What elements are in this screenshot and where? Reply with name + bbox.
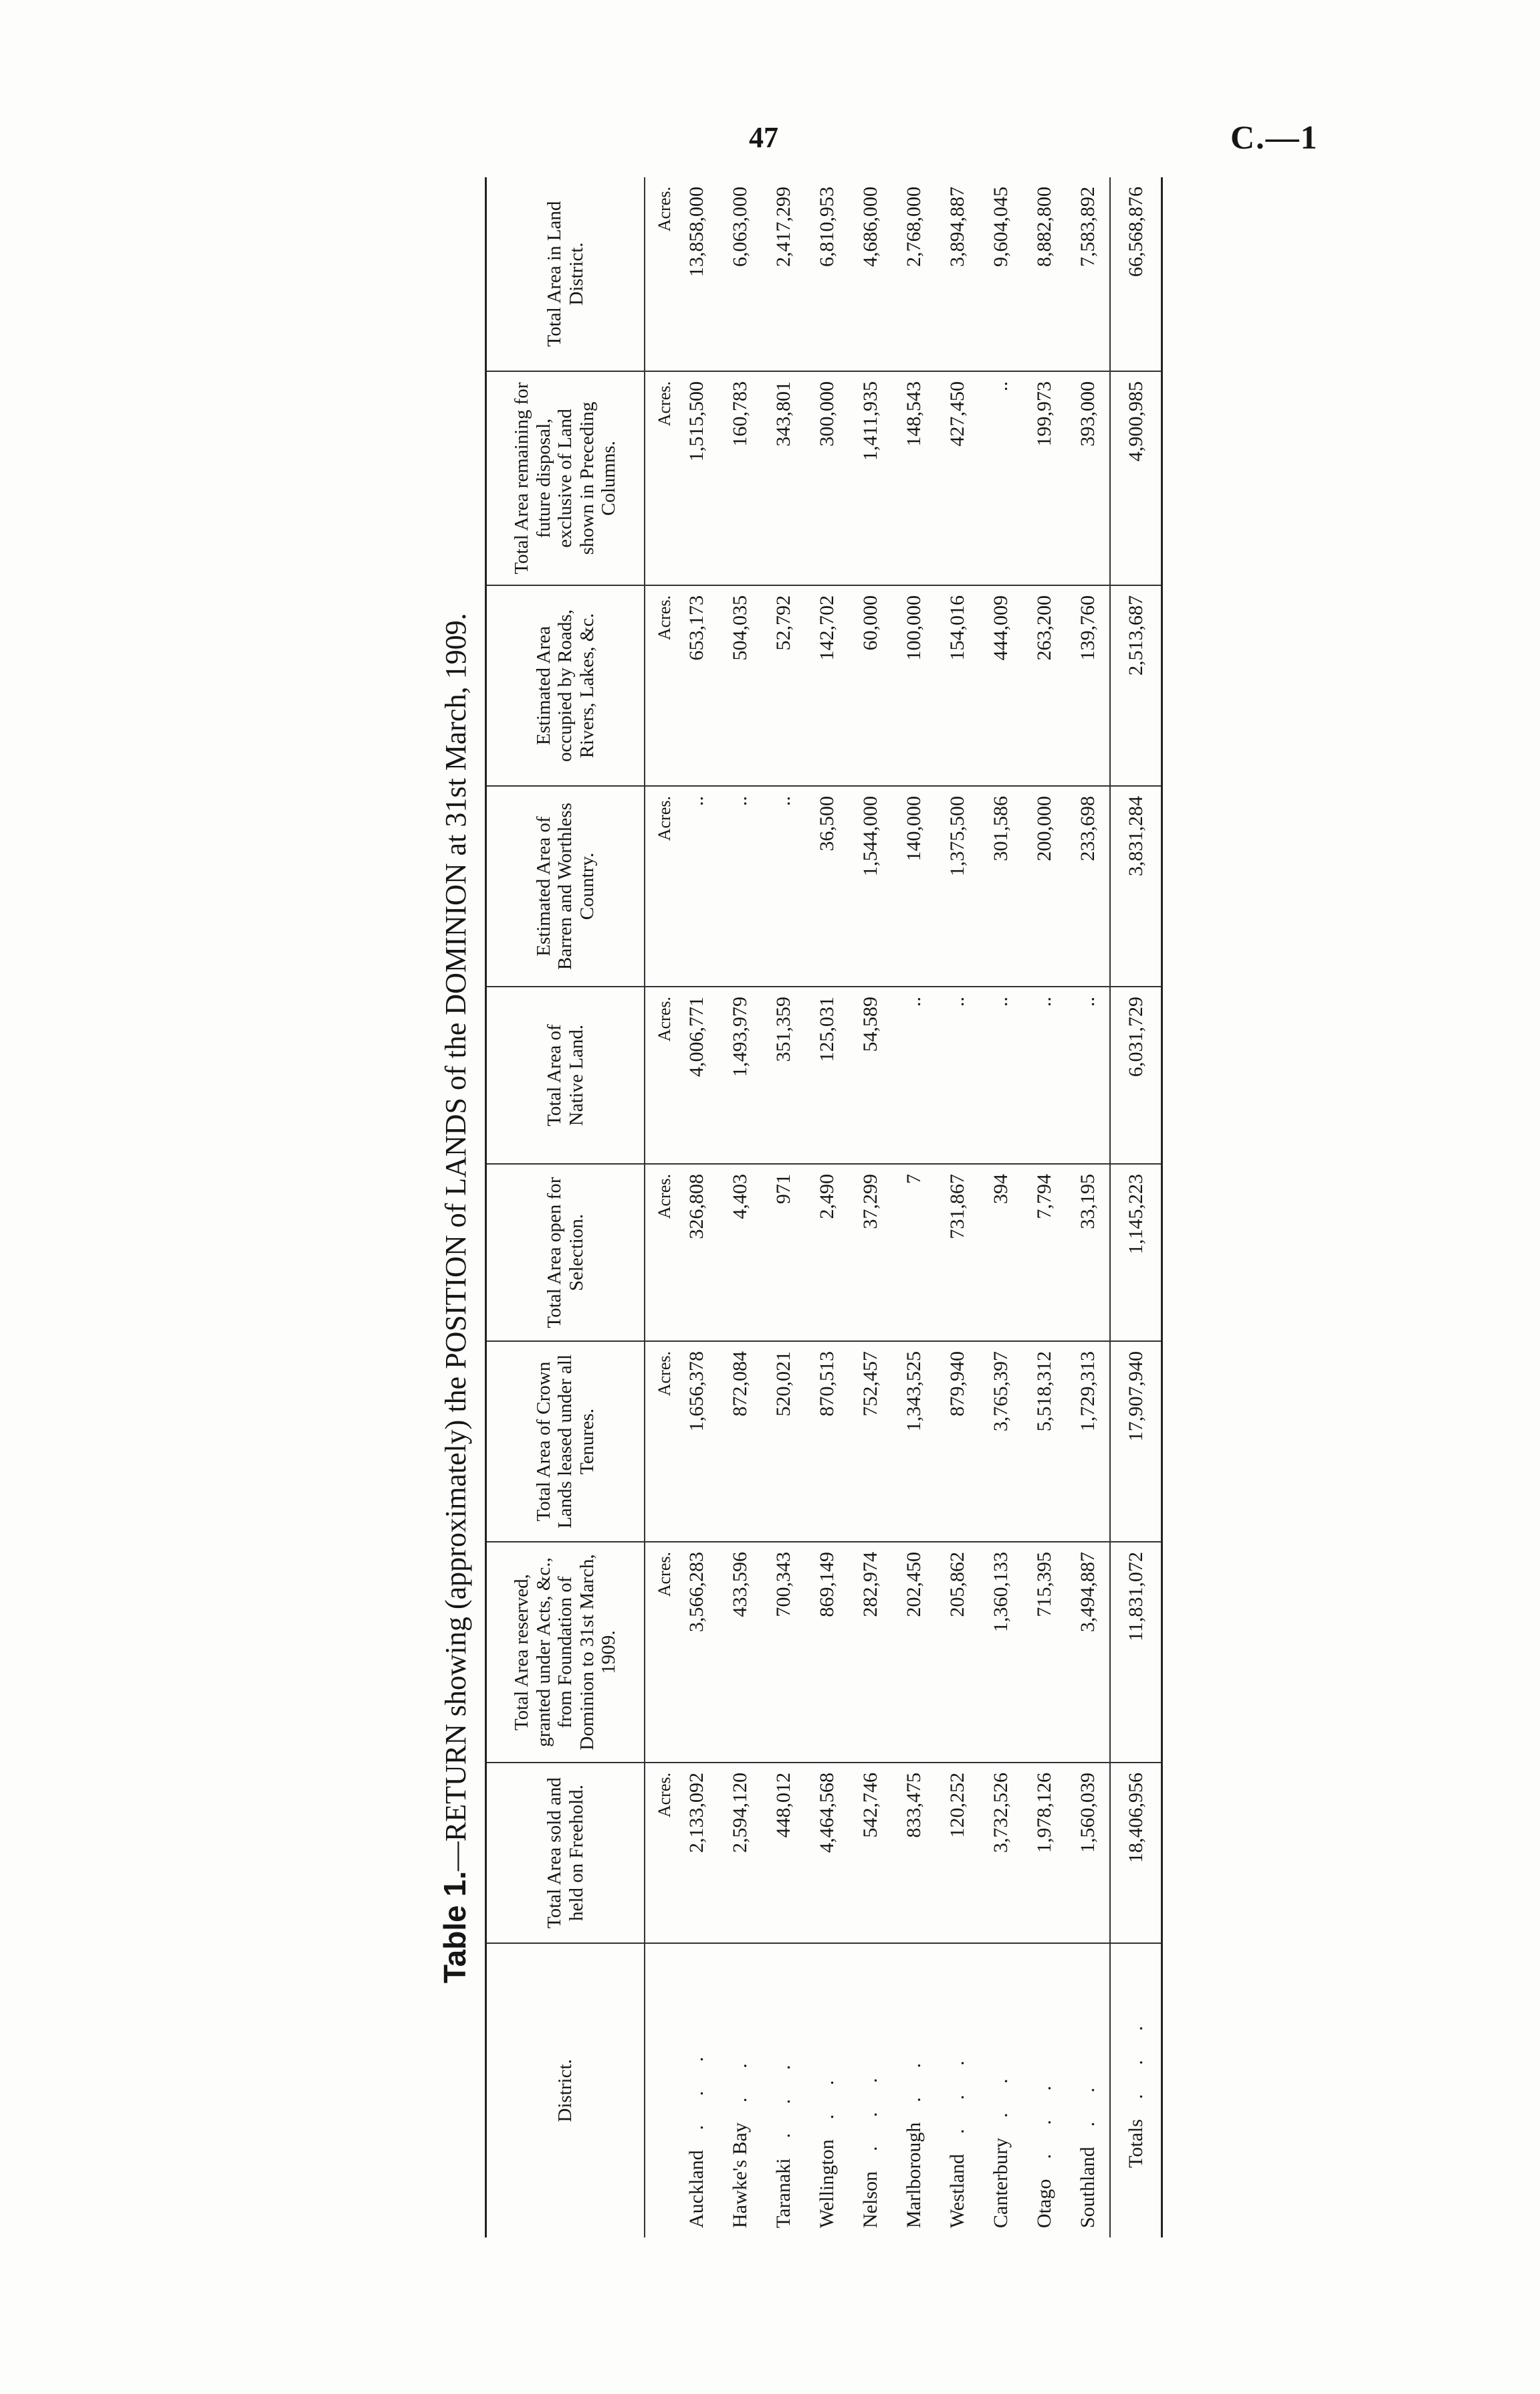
district-cell [1022, 1943, 1066, 2237]
value-cell: 3,494,887 [1066, 1542, 1110, 1763]
table-row [1066, 177, 1110, 2237]
value-cell: 142,702 [805, 585, 849, 786]
value-cell: 326,808 [675, 1164, 718, 1341]
units-cell-empty [645, 1943, 675, 2237]
value-cell: 2,417,299 [762, 177, 805, 371]
value-cell: 160,783 [718, 371, 762, 585]
leader-dots: . . [989, 2066, 1012, 2118]
series-code: C.—1 [1230, 118, 1319, 156]
value-cell: 1,729,313 [1066, 1341, 1110, 1542]
value-cell: 1,515,500 [675, 371, 718, 585]
units-cell: Acres. [645, 585, 675, 786]
units-cell: Acres. [645, 1763, 675, 1943]
rotated-table-block [431, 164, 1147, 2237]
value-cell: .. [1022, 987, 1066, 1164]
district-cell [1066, 1943, 1110, 2237]
value-cell: 870,513 [805, 1341, 849, 1542]
leader-dots: . . . [685, 2044, 707, 2130]
value-cell: 2,133,092 [675, 1763, 718, 1943]
value-cell: 6,810,953 [805, 177, 849, 371]
total-value-cell: 2,513,687 [1110, 585, 1162, 786]
leader-dots: . . . [1032, 2074, 1055, 2159]
value-cell: 1,544,000 [849, 786, 892, 987]
value-cell: 879,940 [936, 1341, 979, 1542]
total-value-cell: 11,831,072 [1110, 1542, 1162, 1763]
value-cell: 393,000 [1066, 371, 1110, 585]
value-cell: 4,686,000 [849, 177, 892, 371]
value-cell: .. [675, 786, 718, 987]
total-value-cell: 66,568,876 [1110, 177, 1162, 371]
value-cell: .. [762, 786, 805, 987]
value-cell: 139,760 [1066, 585, 1110, 786]
value-cell: 433,596 [718, 1542, 762, 1763]
value-cell: 9,604,045 [979, 177, 1022, 371]
value-cell: 36,500 [805, 786, 849, 987]
value-cell: 2,490 [805, 1164, 849, 1341]
value-cell: 448,012 [762, 1763, 805, 1943]
units-cell: Acres. [645, 371, 675, 585]
value-cell: 13,858,000 [675, 177, 718, 371]
column-header-remaining: Total Area remaining for future disposal, exclusive of Land shown in Preceding Columns. [486, 371, 645, 585]
value-cell: 4,006,771 [675, 987, 718, 1164]
value-cell: 7,794 [1022, 1164, 1066, 1341]
value-cell: 1,656,378 [675, 1341, 718, 1542]
total-value-cell: 4,900,985 [1110, 371, 1162, 585]
district-name: Marlborough [902, 2122, 925, 2228]
header-row [486, 177, 645, 2237]
value-cell: 833,475 [892, 1763, 936, 1943]
value-cell: 869,149 [805, 1542, 849, 1763]
land-position-table [485, 177, 1163, 2237]
value-cell: 233,698 [1066, 786, 1110, 987]
district-cell [849, 1943, 892, 2237]
value-cell: 125,031 [805, 987, 849, 1164]
value-cell: 5,518,312 [1022, 1341, 1066, 1542]
value-cell: 542,746 [849, 1763, 892, 1943]
total-value-cell: 18,406,956 [1110, 1763, 1162, 1943]
value-cell: 263,200 [1022, 585, 1066, 786]
table-row [675, 177, 718, 2237]
table-row [805, 177, 849, 2237]
value-cell: 1,411,935 [849, 371, 892, 585]
value-cell: 8,882,800 [1022, 177, 1066, 371]
total-value-cell: 1,145,223 [1110, 1164, 1162, 1341]
value-cell: 700,343 [762, 1542, 805, 1763]
totals-label-cell [1110, 1943, 1162, 2237]
district-name: Canterbury [989, 2138, 1012, 2228]
value-cell: 205,862 [936, 1542, 979, 1763]
column-header-reserved: Total Area reserved, granted under Acts, &c., from Foundation of Dominion to 31st March, 1909. [486, 1542, 645, 1763]
district-name: Wellington [815, 2139, 838, 2228]
table-title-text: —RETURN showing (approximately) the POSITION of LANDS of the DOMINION at 31st March, 1909. [439, 613, 472, 1872]
district-cell [762, 1943, 805, 2237]
column-header-leased: Total Area of Crown Lands leased under all Tenures. [486, 1341, 645, 1542]
column-header-open-for-selection: Total Area open for Selection. [486, 1164, 645, 1341]
value-cell: 1,360,133 [979, 1542, 1022, 1763]
units-cell: Acres. [645, 177, 675, 371]
value-cell: 100,000 [892, 585, 936, 786]
units-cell: Acres. [645, 987, 675, 1164]
value-cell: .. [1066, 987, 1110, 1164]
value-cell: 3,732,526 [979, 1763, 1022, 1943]
table-row [979, 177, 1022, 2237]
value-cell: 715,395 [1022, 1542, 1066, 1763]
units-cell: Acres. [645, 1542, 675, 1763]
value-cell: 6,063,000 [718, 177, 762, 371]
district-name: Otago [1032, 2179, 1055, 2228]
value-cell: .. [979, 987, 1022, 1164]
table-row [892, 177, 936, 2237]
district-cell [936, 1943, 979, 2237]
value-cell: 394 [979, 1164, 1022, 1341]
district-cell [805, 1943, 849, 2237]
value-cell: 140,000 [892, 786, 936, 987]
value-cell: .. [936, 987, 979, 1164]
value-cell: 7,583,892 [1066, 177, 1110, 371]
value-cell: 7 [892, 1164, 936, 1341]
value-cell: 872,084 [718, 1341, 762, 1542]
total-value-cell: 17,907,940 [1110, 1341, 1162, 1542]
value-cell: 1,560,039 [1066, 1763, 1110, 1943]
value-cell: 2,768,000 [892, 177, 936, 371]
totals-leader-dots: . . . [1124, 2013, 1147, 2100]
value-cell: 504,035 [718, 585, 762, 786]
value-cell: 1,343,525 [892, 1341, 936, 1542]
value-cell: 37,299 [849, 1164, 892, 1341]
value-cell: 427,450 [936, 371, 979, 585]
value-cell: 52,792 [762, 585, 805, 786]
value-cell: 4,464,568 [805, 1763, 849, 1943]
value-cell: 1,375,500 [936, 786, 979, 987]
leader-dots: . . . [859, 2066, 881, 2151]
value-cell: 520,021 [762, 1341, 805, 1542]
value-cell: 1,978,126 [1022, 1763, 1066, 1943]
table-row [849, 177, 892, 2237]
total-value-cell: 3,831,284 [1110, 786, 1162, 987]
value-cell: .. [892, 987, 936, 1164]
value-cell: 202,450 [892, 1542, 936, 1763]
district-cell [979, 1943, 1022, 2237]
leader-dots: . . [815, 2068, 838, 2120]
value-cell: 1,493,979 [718, 987, 762, 1164]
leader-dots: . . . [772, 2052, 794, 2138]
value-cell: 60,000 [849, 585, 892, 786]
district-cell [892, 1943, 936, 2237]
table-row [936, 177, 979, 2237]
value-cell: 154,016 [936, 585, 979, 786]
value-cell: 752,457 [849, 1341, 892, 1542]
units-row [645, 177, 675, 2237]
value-cell: 444,009 [979, 585, 1022, 786]
column-header-district: District. [486, 1943, 645, 2237]
value-cell: 653,173 [675, 585, 718, 786]
table-body [645, 177, 1110, 2237]
value-cell: 300,000 [805, 371, 849, 585]
leader-dots: . . [1076, 2075, 1099, 2127]
column-header-freehold: Total Area sold and held on Freehold. [486, 1763, 645, 1943]
value-cell: 351,359 [762, 987, 805, 1164]
totals-label: Totals [1124, 2119, 1147, 2168]
value-cell: 971 [762, 1164, 805, 1341]
value-cell: .. [979, 371, 1022, 585]
value-cell: 301,586 [979, 786, 1022, 987]
page-number: 47 [749, 121, 778, 154]
value-cell: 148,543 [892, 371, 936, 585]
units-cell: Acres. [645, 786, 675, 987]
column-header-roads-rivers: Estimated Area occupied by Roads, Rivers, Lakes, &c. [486, 585, 645, 786]
units-cell: Acres. [645, 1341, 675, 1542]
leader-dots: . . . [946, 2048, 968, 2134]
district-cell [675, 1943, 718, 2237]
column-header-total-area: Total Area in Land District. [486, 177, 645, 371]
value-cell: .. [718, 786, 762, 987]
totals-row [1110, 177, 1162, 2237]
value-cell: 3,566,283 [675, 1542, 718, 1763]
value-cell: 54,589 [849, 987, 892, 1164]
district-cell [718, 1943, 762, 2237]
total-value-cell: 6,031,729 [1110, 987, 1162, 1164]
column-header-barren-country: Estimated Area of Barren and Worthless Country. [486, 786, 645, 987]
table-title-label: Table 1. [437, 1871, 472, 1983]
leader-dots: . . [902, 2051, 925, 2102]
table-row [1022, 177, 1066, 2237]
value-cell: 4,403 [718, 1164, 762, 1341]
district-name: Nelson [859, 2171, 881, 2228]
value-cell: 120,252 [936, 1763, 979, 1943]
leader-dots: . . [728, 2051, 751, 2103]
district-name: Taranaki [772, 2158, 794, 2228]
value-cell: 2,594,120 [718, 1763, 762, 1943]
value-cell: 199,973 [1022, 371, 1066, 585]
value-cell: 200,000 [1022, 786, 1066, 987]
table-row [762, 177, 805, 2237]
value-cell: 33,195 [1066, 1164, 1110, 1341]
table-title [431, 177, 478, 1983]
district-name: Westland [946, 2154, 968, 2228]
value-cell: 3,765,397 [979, 1341, 1022, 1542]
district-name: Hawke's Bay [728, 2122, 751, 2228]
column-header-native-land: Total Area of Native Land. [486, 987, 645, 1164]
district-name: Southland [1076, 2147, 1099, 2228]
value-cell: 282,974 [849, 1542, 892, 1763]
units-cell: Acres. [645, 1164, 675, 1341]
table-row [718, 177, 762, 2237]
district-name: Auckland [685, 2150, 707, 2228]
value-cell: 731,867 [936, 1164, 979, 1341]
value-cell: 343,801 [762, 371, 805, 585]
value-cell: 3,894,887 [936, 177, 979, 371]
